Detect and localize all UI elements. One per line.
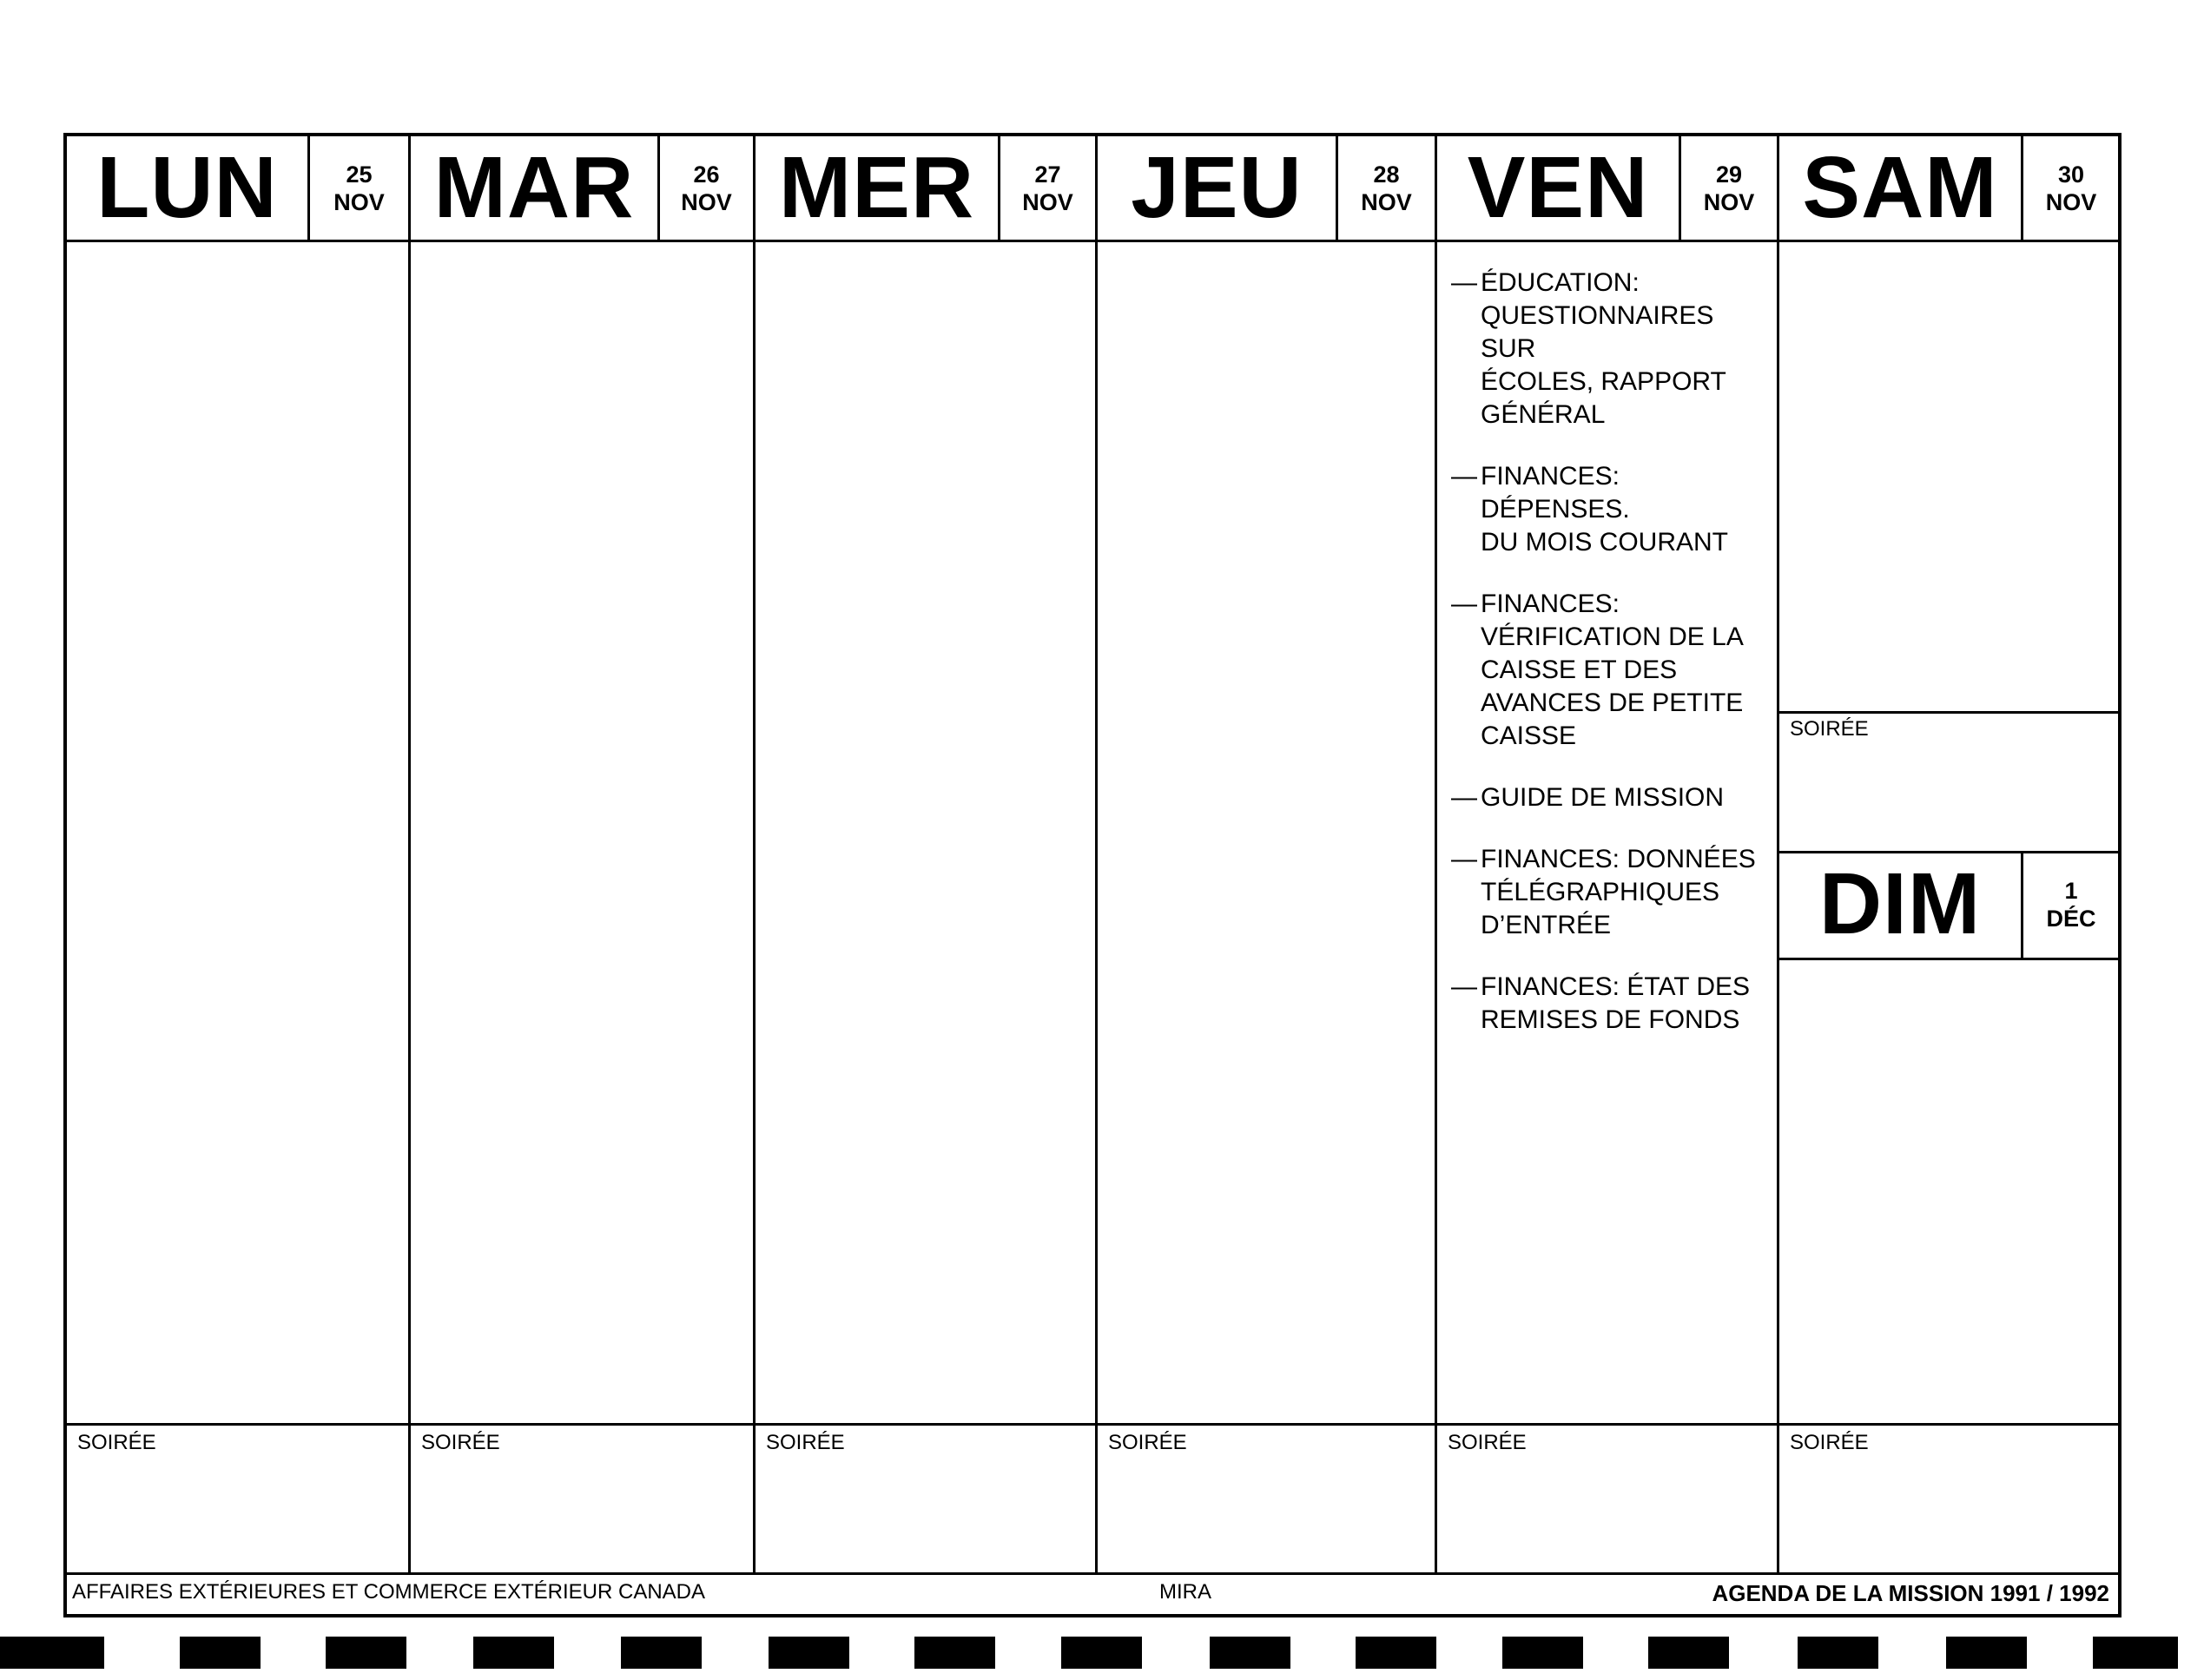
friday-notes: [1451, 267, 1772, 1065]
day-column-jeu: [1098, 136, 1437, 1575]
binding-mark: [1946, 1637, 2027, 1669]
dash: —: [1451, 268, 1477, 297]
day-header: [1437, 136, 1777, 242]
day-header: [67, 136, 408, 242]
date-month: NOV: [333, 188, 385, 215]
binding-mark: [0, 1637, 104, 1669]
footer: [67, 1570, 2118, 1614]
soiree-box[interactable]: [1098, 1423, 1435, 1575]
footer-left: AFFAIRES EXTÉRIEURES ET COMMERCE EXTÉRIEUR CANADA: [72, 1580, 706, 1604]
note-item: [1451, 460, 1772, 559]
note-item: [1451, 843, 1772, 942]
footer-right: AGENDA DE LA MISSION 1991 / 1992: [1712, 1580, 2109, 1606]
note-text: FINANCES: ÉTAT DES REMISES DE FONDS: [1481, 972, 1751, 1034]
soiree-label: SOIRÉE: [1790, 1431, 1869, 1454]
day-header: [756, 136, 1095, 242]
day-name: LUN: [67, 136, 310, 240]
dash: —: [1451, 462, 1477, 491]
binding-mark: [1210, 1637, 1290, 1669]
day-name: VEN: [1437, 136, 1681, 240]
note-text: FINANCES: DÉPENSES. DU MOIS COURANT: [1481, 462, 1728, 557]
day-column-sam-dim: [1779, 136, 2118, 1575]
note-item: [1451, 588, 1772, 753]
day-date: [1000, 136, 1095, 240]
dash: —: [1451, 783, 1477, 812]
soiree-box[interactable]: [67, 1423, 408, 1575]
soiree-label: SOIRÉE: [77, 1431, 156, 1454]
day-name: MAR: [411, 136, 660, 240]
note-text: FINANCES: DONNÉES TÉLÉGRAPHIQUES D’ENTRÉE: [1481, 845, 1756, 939]
agenda-page: [63, 133, 2122, 1617]
note-text: ÉDUCATION: QUESTIONNAIRES SUR ÉCOLES, RAPPORT GÉNÉRAL: [1481, 268, 1726, 429]
soiree-label: SOIRÉE: [1790, 717, 1869, 741]
binding-mark: [180, 1637, 261, 1669]
footer-center: MIRA: [1159, 1580, 1211, 1604]
day-date: [660, 136, 753, 240]
note-item: [1451, 267, 1772, 432]
date-day: 29: [1715, 161, 1743, 188]
binding-mark: [1502, 1637, 1583, 1669]
binding-mark: [1648, 1637, 1729, 1669]
soiree-box[interactable]: [756, 1423, 1095, 1575]
binding-mark: [326, 1637, 406, 1669]
soiree-label: SOIRÉE: [1108, 1431, 1187, 1454]
soiree-label: SOIRÉE: [421, 1431, 500, 1454]
day-name: JEU: [1098, 136, 1338, 240]
dash: —: [1451, 972, 1477, 1001]
note-text: GUIDE DE MISSION: [1481, 783, 1725, 812]
date-day: 26: [693, 161, 720, 188]
day-date: [2024, 136, 2118, 240]
day-header-dim: [1779, 851, 2118, 960]
binding-mark: [473, 1637, 554, 1669]
day-name: SAM: [1779, 136, 2023, 240]
day-date: [2024, 851, 2118, 958]
date-month: NOV: [2045, 188, 2097, 215]
day-date: [1338, 136, 1435, 240]
binding-mark: [1061, 1637, 1142, 1669]
day-header: [411, 136, 753, 242]
note-item: [1451, 971, 1772, 1037]
day-header: [1779, 136, 2118, 242]
soiree-box[interactable]: [1779, 1423, 2118, 1575]
soiree-label: SOIRÉE: [766, 1431, 845, 1454]
soiree-box[interactable]: [1437, 1423, 1777, 1575]
day-name: DIM: [1779, 851, 2023, 958]
date-month: NOV: [1022, 188, 1073, 215]
binding-mark: [2093, 1637, 2178, 1669]
day-column-mer: [756, 136, 1098, 1575]
date-month: NOV: [681, 188, 732, 215]
binding-mark: [914, 1637, 995, 1669]
date-day: 30: [2057, 161, 2085, 188]
date-day: 28: [1373, 161, 1400, 188]
date-day: 25: [346, 161, 373, 188]
day-column-lun: [67, 136, 411, 1575]
note-item: [1451, 781, 1772, 814]
binding-mark: [1798, 1637, 1878, 1669]
date-month: NOV: [1361, 188, 1412, 215]
day-column-mar: [411, 136, 756, 1575]
soiree-label: SOIRÉE: [1448, 1431, 1527, 1454]
date-month: DÉC: [2046, 905, 2096, 932]
date-month: NOV: [1703, 188, 1755, 215]
note-text: FINANCES: VÉRIFICATION DE LA CAISSE ET DES AVANCES DE PETITE CAISSE: [1481, 590, 1744, 750]
day-header: [1098, 136, 1435, 242]
date-day: 27: [1034, 161, 1061, 188]
binding-mark: [769, 1637, 849, 1669]
binding-mark: [1356, 1637, 1436, 1669]
day-column-ven: [1437, 136, 1779, 1575]
dash: —: [1451, 590, 1477, 618]
soiree-box[interactable]: [411, 1423, 753, 1575]
day-name: MER: [756, 136, 1000, 240]
binding-mark: [621, 1637, 702, 1669]
soiree-box-sam[interactable]: [1779, 711, 2118, 853]
date-day: 1: [2064, 877, 2078, 904]
dash: —: [1451, 845, 1477, 873]
day-date: [310, 136, 408, 240]
day-date: [1681, 136, 1777, 240]
